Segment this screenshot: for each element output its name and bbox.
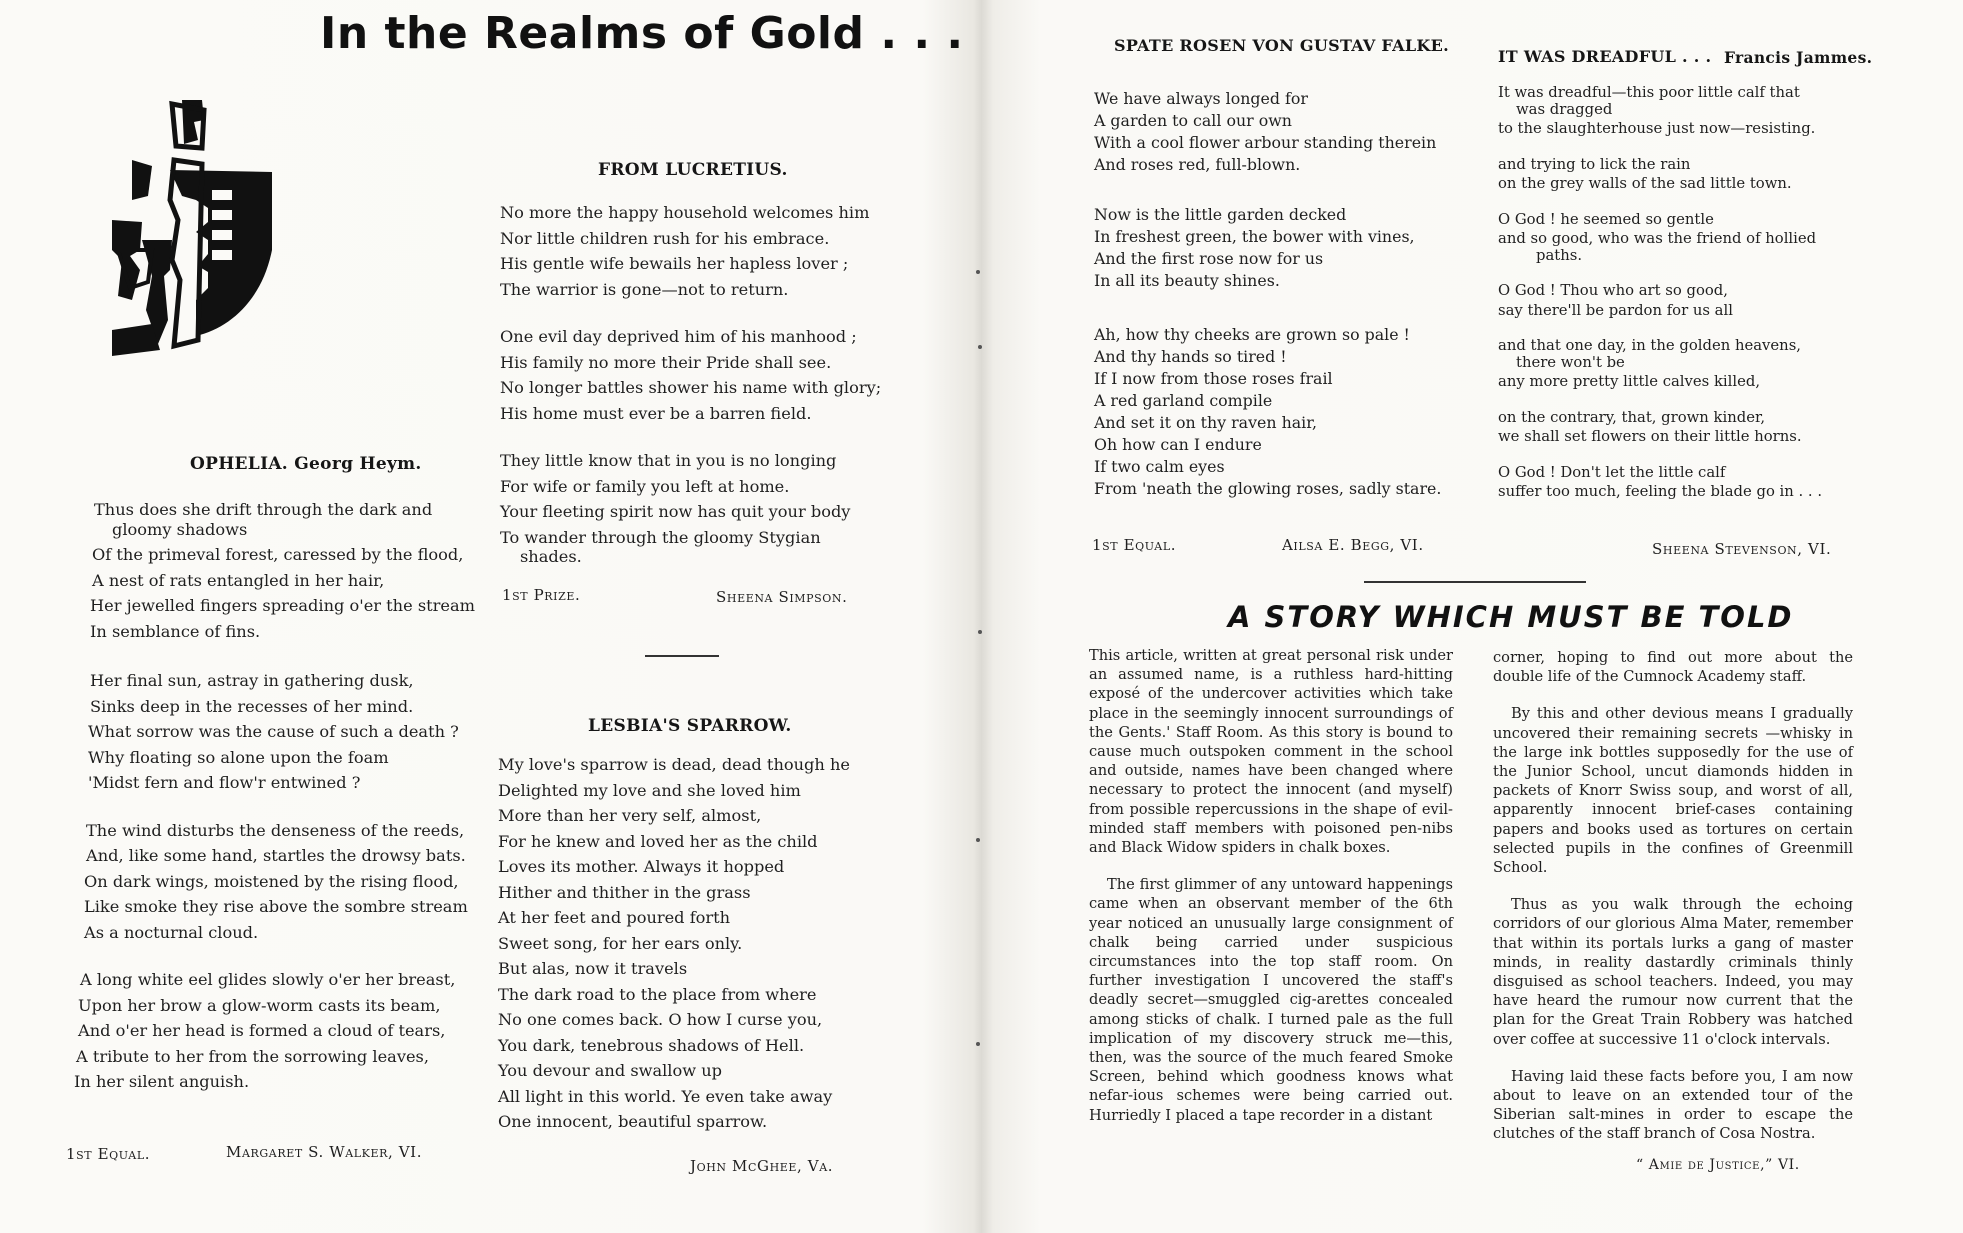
poem-line: suffer too much, feeling the blade go in . . . xyxy=(1498,483,1823,500)
poem-line: No longer battles shower his name with glory; xyxy=(500,378,882,397)
poem-line: To wander through the gloomy Stygian xyxy=(500,527,821,547)
poem-line: You dark, tenebrous shadows of Hell. xyxy=(498,1035,805,1055)
poem-line: and trying to lick the rain xyxy=(1498,155,1691,173)
falke-poem xyxy=(1094,88,1474,525)
poem-line: His home must ever be a barren field. xyxy=(500,403,812,423)
poem-line: and so good, who was the friend of hollied xyxy=(1498,230,1817,247)
story-paragraph: Thus as you walk through the echoing corridors of our glorious Alma Mater, remember that within its portals lurks a gang of master minds, in reality dastardly criminals thinly disguised as school teachers. Indeed, you may have heard the rumour now current that the plan for the Great Train Robbery was hatched over coffee at successive 11 o'clock intervals. xyxy=(1493,896,1853,1048)
gutter-mark xyxy=(976,270,980,274)
poem-line: Her final sun, astray in gathering dusk, xyxy=(90,671,414,690)
story-paragraph: This article, written at great personal risk under an assumed name, is a ruthless hard-hitting exposé of the undercover activities which take place in the seemingly innocent surroundings of the Gents.' Staff Room. As this story is bound to cause much outspoken comment in the school and outside, names have been changed where necessary to protect the innocent (and myself) from possible repercussions in the shape of evil-minded staff members with poisoned pen-nibs and Black Widow spiders in chalk boxes. xyxy=(1089,647,1453,857)
poem-line: on the grey walls of the sad little town. xyxy=(1498,175,1792,192)
poem-line: His gentle wife bewails her hapless lover ; xyxy=(500,254,849,273)
poem-line: And o'er her head is formed a cloud of tears, xyxy=(78,1021,446,1040)
poem-line: No one comes back. O how I curse you, xyxy=(498,1010,823,1029)
poem-line: Loves its mother. Always it hopped xyxy=(498,857,785,876)
poem-line: For wife or family you left at home. xyxy=(500,476,790,496)
poem-line: And set it on thy raven hair, xyxy=(1094,413,1318,432)
poem-line: Now is the little garden decked xyxy=(1094,205,1347,224)
poem-line: We have always longed for xyxy=(1094,89,1308,108)
gutter-mark xyxy=(978,630,982,634)
poem-line: In her silent anguish. xyxy=(74,1072,250,1091)
story-title: A STORY WHICH MUST BE TOLD xyxy=(1228,600,1794,634)
poem-line: If two calm eyes xyxy=(1094,457,1225,476)
poem-line: Upon her brow a glow-worm casts its beam, xyxy=(78,995,441,1015)
story-paragraph: corner, hoping to find out more about the double life of the Cumnock Academy staff. xyxy=(1493,649,1853,686)
poem-line: and that one day, in the golden heavens, xyxy=(1498,337,1801,354)
poem-line: One innocent, beautiful sparrow. xyxy=(498,1112,768,1131)
story-column-2 xyxy=(1493,648,1853,1162)
poem-line: any more pretty little calves killed, xyxy=(1498,373,1761,390)
gutter-mark xyxy=(976,838,980,842)
ophelia-poem xyxy=(70,497,475,1120)
lesbia-poem xyxy=(498,752,878,1135)
lucretius-poem xyxy=(500,200,880,595)
poem-line: Ah, how thy cheeks are grown so pale ! xyxy=(1094,325,1410,344)
poem-line: A long white eel glides slowly o'er her breast, xyxy=(80,970,456,989)
poem-line: All light in this world. Ye even take away xyxy=(498,1086,833,1106)
poem-line: In freshest green, the bower with vines, xyxy=(1094,227,1415,246)
abstract-woodcut-illustration xyxy=(112,100,272,360)
lesbia-author: John McGhee, Va. xyxy=(690,1157,834,1175)
poem-line: On dark wings, moistened by the rising flood, xyxy=(84,871,459,891)
poem-line: Of the primeval forest, caressed by the flood, xyxy=(92,545,464,564)
poem-line: O God ! Thou who art so good, xyxy=(1498,282,1728,299)
falke-prize: 1st Equal. xyxy=(1092,536,1177,554)
poem-line: Why floating so alone upon the foam xyxy=(88,747,389,767)
gutter-mark xyxy=(976,1042,980,1046)
poem-line: The warrior is gone—not to return. xyxy=(500,279,789,299)
jammes-poem xyxy=(1498,83,1860,527)
poem-line: One evil day deprived him of his manhood ; xyxy=(500,327,857,346)
lesbia-heading: LESBIA'S SPARROW. xyxy=(588,716,792,736)
falke-author: Ailsa E. Begg, VI. xyxy=(1282,536,1424,554)
poem-line: A garden to call our own xyxy=(1094,111,1292,130)
poem-line: gloomy shadows xyxy=(112,519,248,539)
lucretius-author: Sheena Simpson. xyxy=(716,588,848,606)
poem-line: You devour and swallow up xyxy=(498,1061,723,1080)
poem-line: What sorrow was the cause of such a death ? xyxy=(88,722,459,741)
poem-line: A red garland compile xyxy=(1094,391,1273,410)
lucretius-heading: FROM LUCRETIUS. xyxy=(598,160,788,180)
poem-line: His family no more their Pride shall see. xyxy=(500,352,832,372)
poem-line: Sweet song, for her ears only. xyxy=(498,933,743,953)
gutter-mark xyxy=(978,345,982,349)
poem-line: My love's sparrow is dead, dead though he xyxy=(498,755,850,774)
poem-line: And, like some hand, startles the drowsy bats. xyxy=(86,846,466,865)
page-title: In the Realms of Gold . . . xyxy=(320,8,964,59)
story-column-1 xyxy=(1089,646,1453,1143)
ophelia-prize: 1st Equal. xyxy=(66,1145,151,1163)
poem-line: Oh how can I endure xyxy=(1094,435,1262,454)
poem-line: 'Midst fern and flow'r entwined ? xyxy=(88,773,361,792)
poem-line: At her feet and poured forth xyxy=(498,908,731,927)
poem-line: And the first rose now for us xyxy=(1094,249,1324,268)
poem-line: It was dreadful—this poor little calf that xyxy=(1498,84,1800,101)
poem-line: As a nocturnal cloud. xyxy=(84,922,259,942)
poem-line: Nor little children rush for his embrace. xyxy=(500,228,830,248)
poem-line: If I now from those roses frail xyxy=(1094,369,1333,388)
poem-line: Delighted my love and she loved him xyxy=(498,780,801,800)
lucretius-prize: 1st Prize. xyxy=(502,586,581,604)
poem-line: From 'neath the glowing roses, sadly stare. xyxy=(1094,479,1442,498)
section-divider xyxy=(1364,581,1586,583)
poem-line: The dark road to the place from where xyxy=(498,984,817,1004)
poem-line: In all its beauty shines. xyxy=(1094,271,1280,290)
falke-heading: SPATE ROSEN VON GUSTAV FALKE. xyxy=(1114,36,1449,55)
poem-line: we shall set flowers on their little horns. xyxy=(1498,428,1802,445)
poem-line: In semblance of fins. xyxy=(90,621,261,641)
poem-line: shades. xyxy=(520,547,582,566)
ophelia-heading: OPHELIA. Georg Heym. xyxy=(190,454,422,474)
poem-line: With a cool flower arbour standing therein xyxy=(1094,133,1437,152)
story-paragraph: The first glimmer of any untoward happenings came when an observant member of the 6th year noticed an unusually large consignment of chalk being carried under suspicious circumstances into the top staff room. On further investigation I uncovered the staff's deadly secret—smuggled cig-arettes concealed among sticks of chalk. I turned pale as the full implication of my discovery struck me—this, then, was the source of the much feared Smoke Screen, behind which goodness knows what nefar-ious schemes were being carried out. Hurriedly I placed a tape recorder in a distant xyxy=(1089,876,1453,1124)
story-paragraph: Having laid these facts before you, I am now about to leave on an extended tour of the Siberian salt-mines in order to escape the clutches of the staff branch of Cosa Nostra. xyxy=(1493,1067,1853,1143)
jammes-heading-author: Francis Jammes. xyxy=(1724,48,1873,67)
poem-line: Sinks deep in the recesses of her mind. xyxy=(90,696,414,716)
poem-line: But alas, now it travels xyxy=(498,959,688,978)
poem-line: A nest of rats entangled in her hair, xyxy=(92,570,385,590)
poem-line: Thus does she drift through the dark and xyxy=(94,500,433,519)
poem-line: The wind disturbs the denseness of the reeds, xyxy=(86,820,465,840)
poem-line: was dragged xyxy=(1516,100,1613,118)
poem-line: A tribute to her from the sorrowing leaves, xyxy=(76,1046,430,1066)
poem-line: For he knew and loved her as the child xyxy=(498,831,818,851)
poem-line: O God ! Don't let the little calf xyxy=(1498,463,1726,481)
poem-line: And roses red, full-blown. xyxy=(1094,155,1301,174)
poem-line: No more the happy household welcomes him xyxy=(500,203,870,222)
poem-line: And thy hands so tired ! xyxy=(1094,347,1287,366)
poem-line: paths. xyxy=(1536,246,1583,264)
poem-line: Your fleeting spirit now has quit your body xyxy=(500,502,851,521)
poem-line: there won't be xyxy=(1516,353,1625,371)
poem-line: Hither and thither in the grass xyxy=(498,882,751,902)
poem-line: They little know that in you is no longing xyxy=(500,451,837,470)
poem-line: Her jewelled fingers spreading o'er the stream xyxy=(90,596,475,615)
poem-line: on the contrary, that, grown kinder, xyxy=(1498,408,1766,426)
poem-line: say there'll be pardon for us all xyxy=(1498,301,1733,319)
poem-line: O God ! he seemed so gentle xyxy=(1498,210,1714,228)
poem-line: Like smoke they rise above the sombre stream xyxy=(84,897,468,916)
poem-line: More than her very self, almost, xyxy=(498,806,762,825)
story-paragraph: By this and other devious means I gradually uncovered their remaining secrets —whisky in the large ink bottles supposedly for the use of the Junior School, uncut diamonds hidden in packets of Knorr Swiss soup, and worst of all, apparently innocent brief-cases containing papers and books used as tortures on certain selected pupils in the confines of Greenmill School. xyxy=(1493,705,1853,877)
story-signature: “ Amie de Justice,” VI. xyxy=(1636,1157,1800,1173)
poem-line: to the slaughterhouse just now—resisting. xyxy=(1498,120,1816,137)
section-divider xyxy=(645,655,719,657)
jammes-author: Sheena Stevenson, VI. xyxy=(1652,540,1832,558)
ophelia-author: Margaret S. Walker, VI. xyxy=(226,1143,423,1161)
jammes-heading: IT WAS DREADFUL . . . xyxy=(1498,47,1712,66)
